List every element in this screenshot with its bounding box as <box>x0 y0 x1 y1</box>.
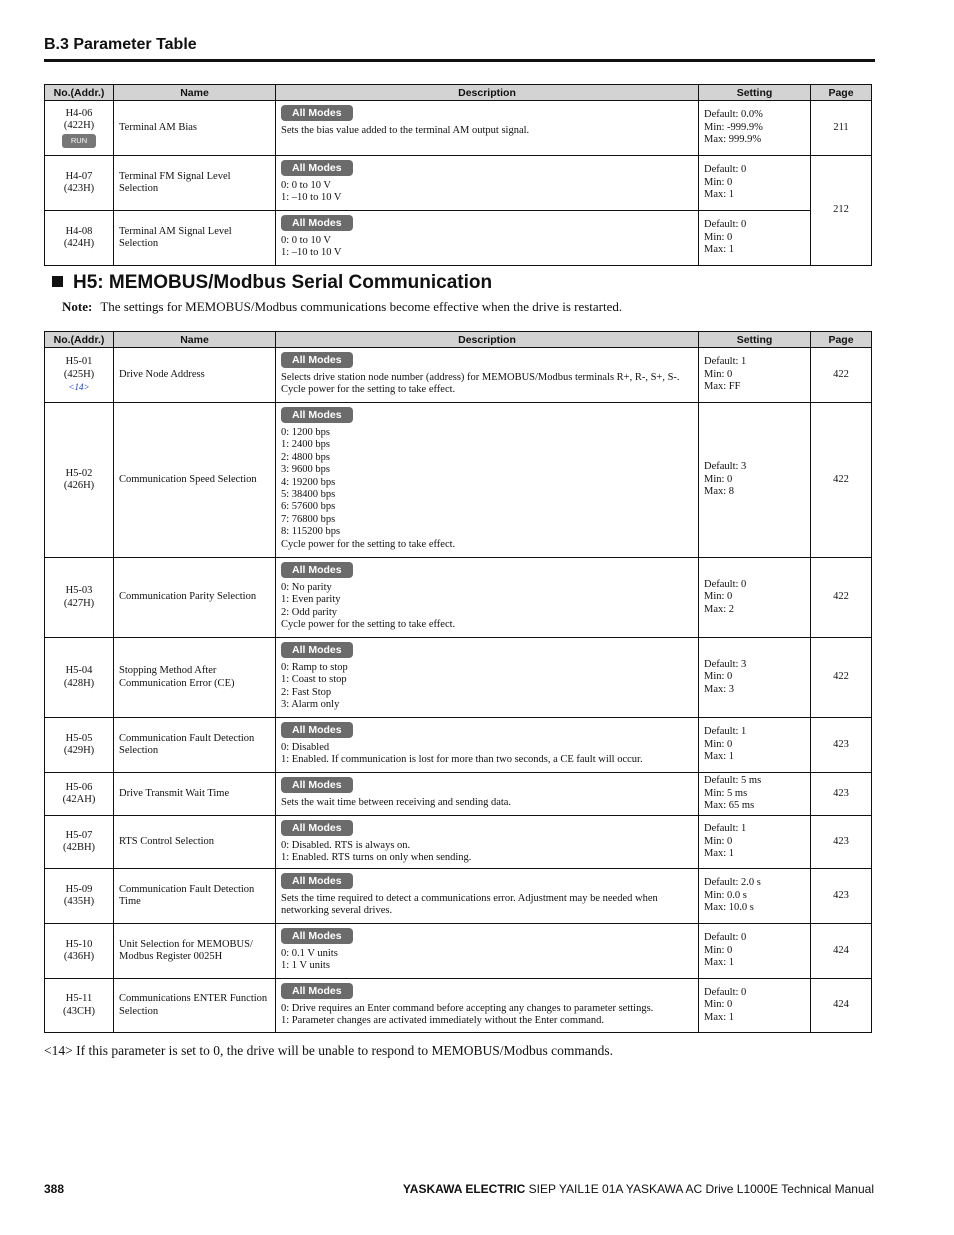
all-modes-badge: All Modes <box>281 928 353 944</box>
description-line: 1: Enabled. RTS turns on only when sending. <box>281 852 472 864</box>
param-page: 211 <box>811 101 872 156</box>
param-setting <box>699 558 811 638</box>
description-line: 0: Disabled <box>281 742 330 753</box>
setting-line: Min: 0 <box>704 671 733 683</box>
param-address: (422H) <box>63 120 95 131</box>
param-description <box>276 773 699 816</box>
setting-line: Max: FF <box>704 381 741 393</box>
param-number: H5-07 <box>65 829 93 841</box>
param-number: H4-06 <box>65 107 93 119</box>
parameter-table-h4 <box>44 84 872 266</box>
param-number: H5-06 <box>65 781 93 793</box>
description-line: 5: 38400 bps <box>281 489 336 501</box>
run-icon: RUN <box>62 134 96 148</box>
param-description <box>276 816 699 869</box>
param-number: H4-07 <box>65 170 93 182</box>
param-address: (423H) <box>63 183 95 194</box>
table-row <box>45 101 872 156</box>
param-number-cell <box>45 718 114 773</box>
param-number-cell <box>45 558 114 638</box>
description-line: 1: –10 to 10 V <box>281 247 342 259</box>
param-name: RTS Control Selection <box>114 816 276 869</box>
param-page: 422 <box>811 348 872 403</box>
param-number-cell <box>45 211 114 266</box>
description-line: 2: 4800 bps <box>281 451 331 463</box>
setting-line: Default: 5 ms <box>704 775 762 787</box>
description-line: 1: Enabled. If communication is lost for more than two seconds, a CE fault will occur. <box>281 754 643 766</box>
param-name: Communication Fault Detection Time <box>114 869 276 924</box>
parameter-table-h5 <box>44 331 872 1033</box>
setting-line: Max: 1 <box>704 244 735 256</box>
description-line: Cycle power for the setting to take effect. <box>281 384 456 396</box>
param-number-cell <box>45 869 114 924</box>
all-modes-badge: All Modes <box>281 562 353 578</box>
all-modes-badge: All Modes <box>281 105 353 121</box>
description-line: 1: 2400 bps <box>281 439 331 451</box>
description-line: 1: Coast to stop <box>281 674 347 686</box>
header-page: Page <box>811 85 872 101</box>
header-setting: Setting <box>699 332 811 348</box>
param-number: H5-01 <box>65 356 93 368</box>
setting-line: Default: 0.0% <box>704 109 763 121</box>
param-name: Stopping Method After Communication Error (CE) <box>114 638 276 718</box>
description-line: 6: 57600 bps <box>281 501 336 513</box>
setting-line: Max: 3 <box>704 683 735 695</box>
setting-line: Default: 0 <box>704 219 747 231</box>
table-row <box>45 211 872 266</box>
param-description <box>276 718 699 773</box>
setting-line: Max: 2 <box>704 603 735 615</box>
param-number-cell <box>45 348 114 403</box>
all-modes-badge: All Modes <box>281 352 353 368</box>
description-line: Selects drive station node number (address) for MEMOBUS/Modbus terminals R+, R-, S+, S-. <box>281 372 680 383</box>
setting-line: Min: 0 <box>704 176 733 188</box>
param-name: Terminal FM Signal Level Selection <box>114 156 276 211</box>
param-setting <box>699 403 811 558</box>
param-address: (425H) <box>63 368 95 380</box>
header-page: Page <box>811 332 872 348</box>
param-address: (435H) <box>63 896 95 907</box>
param-description <box>276 348 699 403</box>
subsection-title: H5: MEMOBUS/Modbus Serial Communication <box>73 272 493 293</box>
setting-line: Max: 1 <box>704 189 735 201</box>
page-number: 388 <box>44 1182 65 1196</box>
setting-line: Min: 5 ms <box>704 787 748 799</box>
description-line: Cycle power for the setting to take effect. <box>281 619 456 631</box>
param-number-cell <box>45 638 114 718</box>
setting-line: Min: 0.0 s <box>704 889 747 901</box>
param-name: Drive Node Address <box>114 348 276 403</box>
param-number-cell <box>45 924 114 979</box>
param-name: Terminal AM Signal Level Selection <box>114 211 276 266</box>
header-num: No.(Addr.) <box>45 85 114 101</box>
description-line: 0: Drive requires an Enter command before accepting any changes to parameter settings. <box>281 1003 654 1014</box>
param-setting <box>699 869 811 924</box>
param-number-cell <box>45 773 114 816</box>
all-modes-badge: All Modes <box>281 722 353 738</box>
all-modes-badge: All Modes <box>281 873 353 889</box>
header-description: Description <box>276 85 699 101</box>
table-row <box>45 558 872 638</box>
param-address: (427H) <box>63 597 95 609</box>
param-description <box>276 869 699 924</box>
param-setting <box>699 156 811 211</box>
param-number: H5-05 <box>65 732 93 744</box>
setting-line: Default: 3 <box>704 658 747 670</box>
setting-line: Min: 0 <box>704 368 733 380</box>
param-number-cell <box>45 979 114 1033</box>
description-line: 7: 76800 bps <box>281 513 336 525</box>
table-row <box>45 156 872 211</box>
all-modes-badge: All Modes <box>281 215 353 231</box>
param-description <box>276 638 699 718</box>
param-page: 423 <box>811 718 872 773</box>
param-number-cell <box>45 101 114 156</box>
table-row <box>45 924 872 979</box>
description-line: 0: 0.1 V units <box>281 948 338 959</box>
param-setting <box>699 211 811 266</box>
note-label: Note: <box>62 299 93 314</box>
param-address: (42AH) <box>62 794 96 805</box>
subsection-heading <box>52 272 492 294</box>
param-page: 424 <box>811 924 872 979</box>
param-page: 422 <box>811 558 872 638</box>
header-description: Description <box>276 332 699 348</box>
description-line: 1: Parameter changes are activated immediately without the Enter command. <box>281 1015 605 1027</box>
description-line: 2: Odd parity <box>281 606 337 618</box>
description-line: 3: 9600 bps <box>281 464 331 476</box>
setting-line: Max: 1 <box>704 957 735 969</box>
description-line: 1: –10 to 10 V <box>281 192 342 204</box>
param-name: Communication Fault Detection Selection <box>114 718 276 773</box>
param-address: (424H) <box>63 238 95 249</box>
table-row <box>45 348 872 403</box>
param-address: (428H) <box>63 677 95 689</box>
setting-line: Default: 2.0 s <box>704 877 761 889</box>
table-row <box>45 979 872 1033</box>
description-line: 8: 115200 bps <box>281 526 341 538</box>
description-line: 0: Ramp to stop <box>281 662 348 673</box>
description-line: 1: 1 V units <box>281 960 330 972</box>
param-number: H4-08 <box>65 225 93 237</box>
description-line: Cycle power for the setting to take effect. <box>281 538 456 550</box>
param-setting <box>699 718 811 773</box>
param-number: H5-02 <box>65 467 93 479</box>
description-line: 0: No parity <box>281 582 332 593</box>
param-number-cell <box>45 156 114 211</box>
note <box>62 299 622 315</box>
all-modes-badge: All Modes <box>281 160 353 176</box>
setting-line: Min: 0 <box>704 591 733 603</box>
table-row <box>45 638 872 718</box>
setting-line: Default: 0 <box>704 578 747 590</box>
header-name: Name <box>114 332 276 348</box>
table-row <box>45 869 872 924</box>
setting-line: Default: 0 <box>704 986 747 998</box>
description-line: 0: 0 to 10 V <box>281 235 331 246</box>
table-row <box>45 816 872 869</box>
param-number: H5-09 <box>65 883 93 895</box>
setting-line: Max: 1 <box>704 751 735 763</box>
setting-line: Max: 65 ms <box>704 800 755 812</box>
param-number: H5-03 <box>65 585 93 597</box>
table-header-row <box>45 332 872 348</box>
description-line: 0: 1200 bps <box>281 427 331 438</box>
param-number: H5-11 <box>65 993 93 1005</box>
param-setting <box>699 924 811 979</box>
footnote-ref-link: <14> <box>68 382 90 393</box>
param-setting <box>699 979 811 1033</box>
param-page: 423 <box>811 816 872 869</box>
all-modes-badge: All Modes <box>281 777 353 793</box>
setting-line: Default: 3 <box>704 461 747 473</box>
setting-line: Max: 1 <box>704 1011 735 1023</box>
param-address: (43CH) <box>62 1005 96 1017</box>
setting-line: Max: 8 <box>704 486 735 498</box>
param-number: H5-04 <box>65 665 93 677</box>
table-row <box>45 718 872 773</box>
param-address: (42BH) <box>62 842 96 853</box>
param-setting <box>699 348 811 403</box>
description-line: 1: Even parity <box>281 594 341 606</box>
section-title: B.3 Parameter Table <box>44 36 197 53</box>
description-line: 0: 0 to 10 V <box>281 180 331 191</box>
setting-line: Max: 10.0 s <box>704 902 754 914</box>
param-name: Communication Speed Selection <box>114 403 276 558</box>
description-line: Sets the wait time between receiving and sending data. <box>281 797 512 808</box>
param-address: (429H) <box>63 745 95 756</box>
param-page: 423 <box>811 869 872 924</box>
header-num: No.(Addr.) <box>45 332 114 348</box>
setting-line: Min: 0 <box>704 944 733 956</box>
setting-line: Default: 1 <box>704 356 747 368</box>
param-description <box>276 924 699 979</box>
setting-line: Default: 1 <box>704 726 747 738</box>
setting-line: Max: 1 <box>704 848 735 860</box>
setting-line: Default: 0 <box>704 164 747 176</box>
param-description <box>276 403 699 558</box>
description-line: Sets the bias value added to the terminal AM output signal. <box>281 125 530 136</box>
description-line: 4: 19200 bps <box>281 476 336 488</box>
setting-line: Min: 0 <box>704 231 733 243</box>
setting-line: Default: 1 <box>704 823 747 835</box>
param-description <box>276 156 699 211</box>
header-setting: Setting <box>699 85 811 101</box>
setting-line: Min: 0 <box>704 473 733 485</box>
param-description <box>276 979 699 1033</box>
footer-doc: SIEP YAIL1E 01A YASKAWA AC Drive L1000E Technical Manual <box>525 1182 874 1196</box>
setting-line: Min: 0 <box>704 999 733 1011</box>
param-name: Unit Selection for MEMOBUS/ Modbus Register 0025H <box>114 924 276 979</box>
setting-line: Max: 999.9% <box>704 134 762 146</box>
section-divider <box>44 59 875 62</box>
param-setting <box>699 101 811 156</box>
param-page: 422 <box>811 638 872 718</box>
all-modes-badge: All Modes <box>281 820 353 836</box>
param-number: H5-10 <box>65 938 93 950</box>
param-description <box>276 101 699 156</box>
param-number-cell <box>45 816 114 869</box>
footer-doc-title <box>403 1182 874 1196</box>
param-setting <box>699 638 811 718</box>
param-address: (426H) <box>63 480 95 491</box>
param-page: 423 <box>811 773 872 816</box>
param-description <box>276 211 699 266</box>
description-line: 2: Fast Stop <box>281 686 332 698</box>
param-description <box>276 558 699 638</box>
table-row <box>45 403 872 558</box>
setting-line: Min: -999.9% <box>704 121 763 133</box>
param-setting <box>699 773 811 816</box>
setting-line: Min: 0 <box>704 835 733 847</box>
all-modes-badge: All Modes <box>281 642 353 658</box>
footnote: <14> If this parameter is set to 0, the drive will be unable to respond to MEMOBUS/Modbus commands. <box>44 1043 614 1058</box>
table-row <box>45 773 872 816</box>
table-header-row <box>45 85 872 101</box>
header-name: Name <box>114 85 276 101</box>
param-page: 424 <box>811 979 872 1033</box>
param-page: 422 <box>811 403 872 558</box>
note-text: The settings for MEMOBUS/Modbus communications become effective when the drive is restarted. <box>100 299 623 314</box>
param-name: Drive Transmit Wait Time <box>114 773 276 816</box>
setting-line: Min: 0 <box>704 738 733 750</box>
footer-brand: YASKAWA ELECTRIC <box>402 1182 526 1196</box>
description-line: Sets the time required to detect a communications error. Adjustment may be needed when networking several drives. <box>281 893 658 917</box>
all-modes-badge: All Modes <box>281 407 353 423</box>
square-bullet-icon <box>52 276 63 287</box>
param-name: Terminal AM Bias <box>114 101 276 156</box>
param-name: Communication Parity Selection <box>114 558 276 638</box>
param-page: 212 <box>811 156 872 266</box>
param-name: Communications ENTER Function Selection <box>114 979 276 1033</box>
param-address: (436H) <box>63 951 95 962</box>
param-number-cell <box>45 403 114 558</box>
all-modes-badge: All Modes <box>281 983 353 999</box>
setting-line: Default: 0 <box>704 932 747 944</box>
param-setting <box>699 816 811 869</box>
description-line: 3: Alarm only <box>281 699 340 711</box>
description-line: 0: Disabled. RTS is always on. <box>281 840 411 851</box>
